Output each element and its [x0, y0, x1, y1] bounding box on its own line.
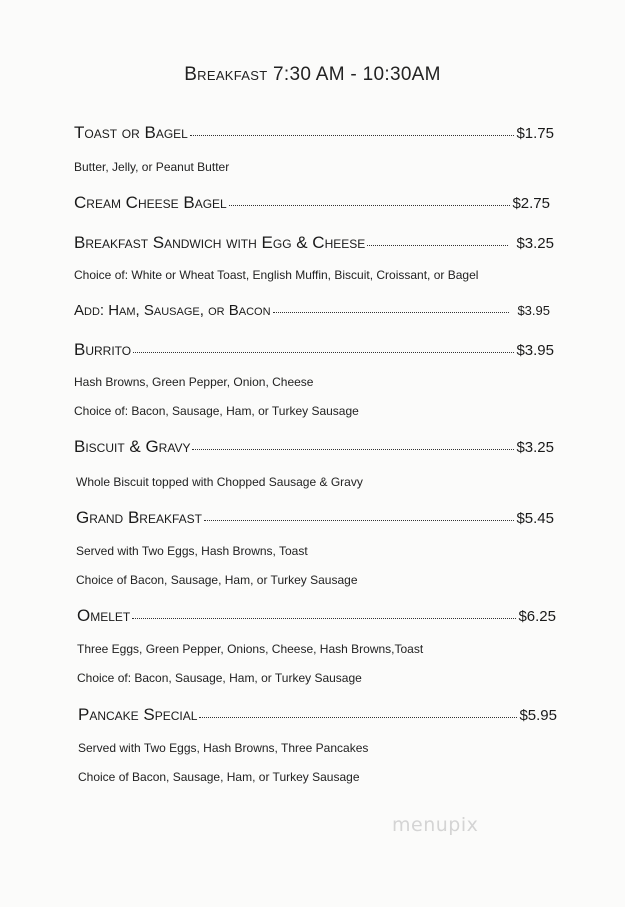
item-description: Served with Two Eggs, Hash Browns, Toast: [76, 544, 308, 558]
item-description: Three Eggs, Green Pepper, Onions, Cheese, Hash Browns,Toast: [77, 642, 424, 656]
item-price: $3.95: [516, 342, 554, 359]
menu-item-biscuit-gravy: [74, 437, 554, 457]
item-price: $2.75: [512, 195, 550, 212]
item-description: Hash Browns, Green Pepper, Onion, Cheese: [74, 375, 314, 389]
leader-dots: [132, 618, 516, 619]
item-name: Toast or Bagel: [74, 123, 188, 142]
item-description: Choice of: White or Wheat Toast, English Muffin, Biscuit, Croissant, or Bagel: [74, 268, 479, 282]
menu-item-breakfast-sandwich: [74, 233, 554, 253]
item-price: $3.95: [517, 303, 550, 318]
menu-item-grand-breakfast: [76, 508, 554, 528]
item-description: Butter, Jelly, or Peanut Butter: [74, 160, 230, 174]
item-description: Choice of: Bacon, Sausage, Ham, or Turkey Sausage: [74, 404, 359, 418]
item-description: Choice of Bacon, Sausage, Ham, or Turkey Sausage: [76, 573, 358, 587]
leader-dots: [367, 245, 508, 246]
item-price: $5.95: [519, 707, 557, 724]
leader-dots: [199, 717, 517, 718]
item-description: Choice of: Bacon, Sausage, Ham, or Turkey Sausage: [77, 671, 362, 685]
item-description: Whole Biscuit topped with Chopped Sausage & Gravy: [76, 475, 363, 489]
leader-dots: [273, 312, 510, 313]
item-name: Grand Breakfast: [76, 508, 202, 527]
item-price: $1.75: [516, 125, 554, 142]
item-name: Add: Ham, Sausage, or Bacon: [74, 302, 271, 319]
menu-item-omelet: [77, 606, 556, 626]
leader-dots: [133, 352, 514, 353]
leader-dots: [190, 135, 515, 136]
menu-item-pancake-special: [78, 705, 557, 725]
item-price: $3.25: [516, 235, 554, 252]
item-name: Cream Cheese Bagel: [74, 193, 227, 212]
leader-dots: [204, 520, 514, 521]
menu-item-cream-cheese-bagel: [74, 193, 550, 213]
item-name: Breakfast Sandwich with Egg & Cheese: [74, 233, 366, 252]
menu-item-toast-or-bagel: [74, 123, 554, 143]
menu-title: Breakfast 7:30 AM - 10:30AM: [184, 64, 441, 85]
leader-dots: [192, 449, 514, 450]
menu-item-add-meat: [74, 302, 550, 319]
menupix-watermark: menupix: [392, 814, 479, 836]
item-name: Pancake Special: [78, 705, 198, 724]
item-price: $3.25: [516, 439, 554, 456]
leader-dots: [229, 205, 511, 206]
item-price: $6.25: [518, 608, 556, 625]
item-description: Choice of Bacon, Sausage, Ham, or Turkey Sausage: [78, 770, 360, 784]
item-name: Burrito: [74, 340, 132, 359]
item-name: Biscuit & Gravy: [74, 437, 191, 456]
item-price: $5.45: [516, 510, 554, 527]
menu-item-burrito: [74, 340, 554, 360]
item-name: Omelet: [77, 606, 131, 625]
item-description: Served with Two Eggs, Hash Browns, Three Pancakes: [78, 741, 369, 755]
